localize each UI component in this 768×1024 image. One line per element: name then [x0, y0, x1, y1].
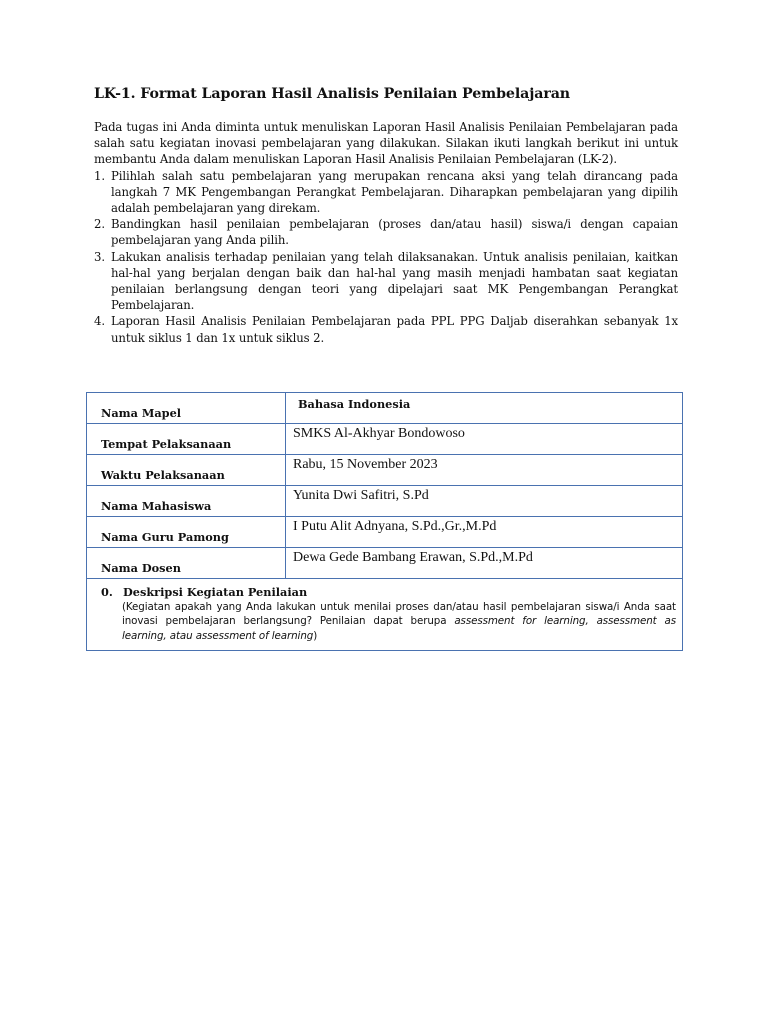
document-title: LK-1. Format Laporan Hasil Analisis Penilaian Pembelajaran	[94, 86, 571, 102]
table-row	[87, 486, 683, 517]
row-value-guru-pamong: I Putu Alit Adnyana, S.Pd.,Gr.,M.Pd	[286, 517, 683, 548]
report-info-table	[86, 392, 683, 651]
table-row	[87, 455, 683, 486]
row-value-tempat: SMKS Al-Akhyar Bondowoso	[286, 424, 683, 455]
table-row	[87, 424, 683, 455]
description-heading	[101, 585, 676, 599]
description-cell	[87, 579, 683, 651]
row-value-waktu: Rabu, 15 November 2023	[286, 455, 683, 486]
description-text-end: )	[313, 629, 318, 642]
description-row	[87, 579, 683, 651]
intro-paragraph: Pada tugas ini Anda diminta untuk menuliskan Laporan Hasil Analisis Penilaian Pembelajaran pada salah satu kegiatan inovasi pembelajaran yang dilakukan. Silakan ikuti langkah berikut ini untuk membantu Anda dalam menuliskan Laporan Hasil Analisis Penilaian Pembelajaran (LK-2).	[94, 120, 678, 167]
step-text: Laporan Hasil Analisis Penilaian Pembelajaran pada PPL PPG Daljab diserahkan sebanyak 1x untuk siklus 1 dan 1x untuk siklus 2.	[111, 314, 678, 345]
row-label-mapel: Nama Mapel	[87, 393, 286, 424]
description-heading-text: Deskripsi Kegiatan Penilaian	[123, 585, 308, 599]
step-text: Pilihlah salah satu pembelajaran yang merupakan rencana aksi yang telah dirancang pada langkah 7 MK Pengembangan Perangkat Pembelajaran. Diharapkan pembelajaran yang dipilih adalah pembelajaran yang direkam.	[111, 168, 678, 216]
table-row	[87, 393, 683, 424]
document-body	[94, 86, 678, 346]
step-number: 4.	[94, 314, 105, 329]
step-number: 1.	[94, 168, 105, 183]
step-text: Bandingkan hasil penilaian pembelajaran (proses dan/atau hasil) siswa/i dengan capaian pembelajaran yang Anda pilih.	[111, 217, 678, 248]
row-label-mahasiswa: Nama Mahasiswa	[87, 486, 286, 517]
steps-list	[94, 168, 678, 346]
step-item	[94, 168, 678, 217]
description-instructions	[122, 600, 676, 643]
description-number: 0.	[101, 585, 113, 599]
step-item	[94, 313, 678, 345]
row-label-waktu: Waktu Pelaksanaan	[87, 455, 286, 486]
step-number: 3.	[94, 249, 105, 264]
step-item	[94, 216, 678, 248]
row-value-mapel: Bahasa Indonesia	[286, 393, 683, 424]
table-row	[87, 548, 683, 579]
description-text-plain: (Kegiatan apakah yang Anda lakukan untuk menilai proses dan/atau hasil pembelajaran siswa/i Anda saat inovasi pembelajaran berlangsung? Penilaian dapat berupa	[122, 601, 676, 628]
step-text: Lakukan analisis terhadap penilaian yang telah dilaksanakan. Untuk analisis penilaian, kaitkan hal-hal yang berjalan dengan baik dan hal-hal yang masih menjadi hambatan saat kegiatan penilaian berlangsung dengan teori yang dipelajari saat MK Pengembangan Perangkat Pembelajaran.	[111, 249, 678, 313]
row-label-guru-pamong: Nama Guru Pamong	[87, 517, 286, 548]
table-row	[87, 517, 683, 548]
row-label-dosen: Nama Dosen	[87, 548, 286, 579]
row-label-tempat: Tempat Pelaksanaan	[87, 424, 286, 455]
row-value-mahasiswa: Yunita Dwi Safitri, S.Pd	[286, 486, 683, 517]
step-number: 2.	[94, 217, 105, 232]
step-item	[94, 249, 678, 314]
row-value-dosen: Dewa Gede Bambang Erawan, S.Pd.,M.Pd	[286, 548, 683, 579]
description-text-italic: assessment for learning, assessment as learning, atau assessment of learning	[122, 615, 676, 642]
